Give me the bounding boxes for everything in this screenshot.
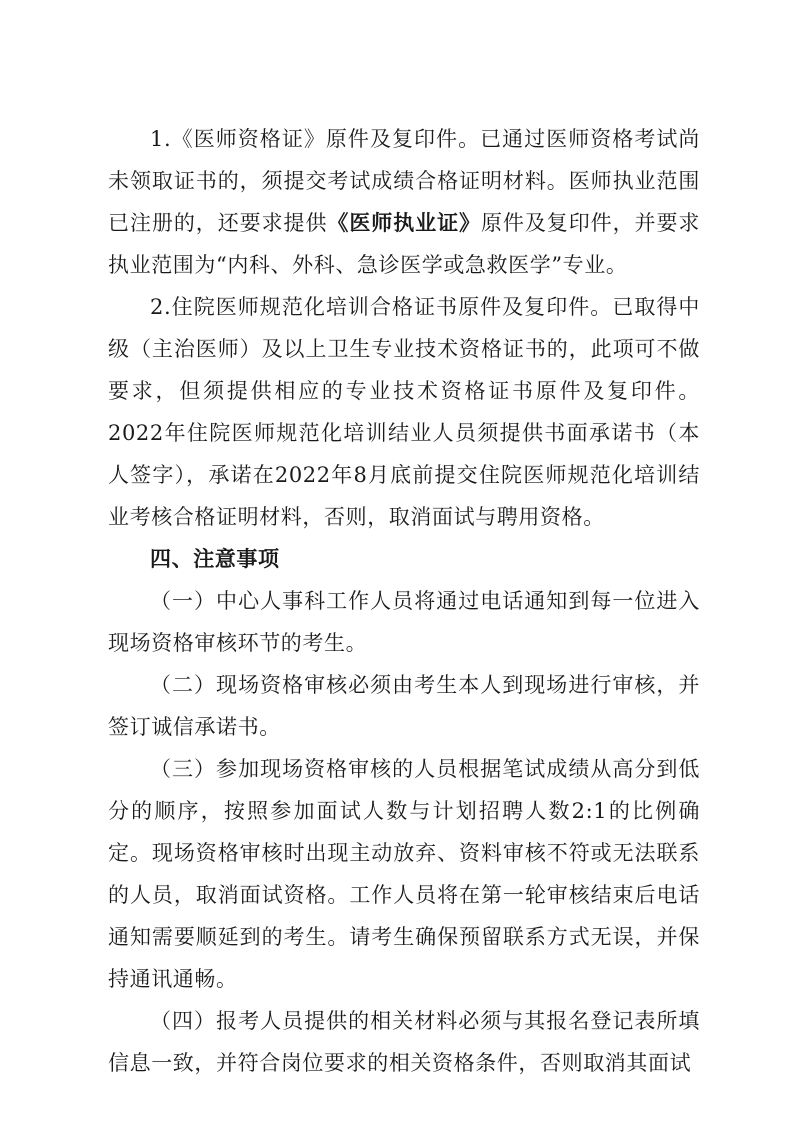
paragraph-1-lead: 1.《医师资格证》原件及复印件。 xyxy=(150,127,481,151)
paragraph-2-text: 已取得中级（主治医师）及以上卫生专业技术资格证书的，此项可不做要求，但须提供相应的专业技术资格证书原件及复印件。2022年住院医师规范化培训结业人员须提供书面承诺书（本人签字），承诺在2022年8月底前提交住院医师规范化培训结业考核合格证明材料，否则，取消面试与聘用资格。 xyxy=(108,295,701,529)
paragraph-2-lead: 2.住院医师规范化培训合格证书原件及复印件。 xyxy=(150,295,613,319)
note-1: （一）中心人事科工作人员将通过电话通知到每一位进入现场资格审核环节的考生。 xyxy=(108,589,700,655)
paragraph-2 xyxy=(108,286,700,538)
document-body xyxy=(108,118,700,1084)
paragraph-1-bold: 《医师执业证》 xyxy=(327,210,481,235)
paragraph-1-text: 已通过医师资格考试尚未领取证书的，须提交考试成绩合格证明材料。医师执业范围已注册的，还要求提供 xyxy=(108,127,700,235)
note-3: （三）参加现场资格审核的人员根据笔试成绩从高分到低分的顺序，按照参加面试人数与计划招聘人数2:1的比例确定。现场资格审核时出现主动放弃、资料审核不符或无法联系的人员，取消面试资格。工作人员将在第一轮审核结束后电话通知需要顺延到的考生。请考生确保预留联系方式无误，并保持通讯通畅。 xyxy=(108,757,700,991)
paragraph-1 xyxy=(108,118,700,286)
paragraph-1-tail: 原件及复印件，并要求执业范围为“内科、外科、急诊医学或急救医学”专业。 xyxy=(108,211,701,277)
section-heading: 四、注意事项 xyxy=(150,546,280,571)
note-4: （四）报考人员提供的相关材料必须与其报名登记表所填信息一致，并符合岗位要求的相关资格条件，否则取消其面试 xyxy=(108,1009,700,1075)
note-2: （二）现场资格审核必须由考生本人到现场进行审核，并签订诚信承诺书。 xyxy=(108,673,700,739)
